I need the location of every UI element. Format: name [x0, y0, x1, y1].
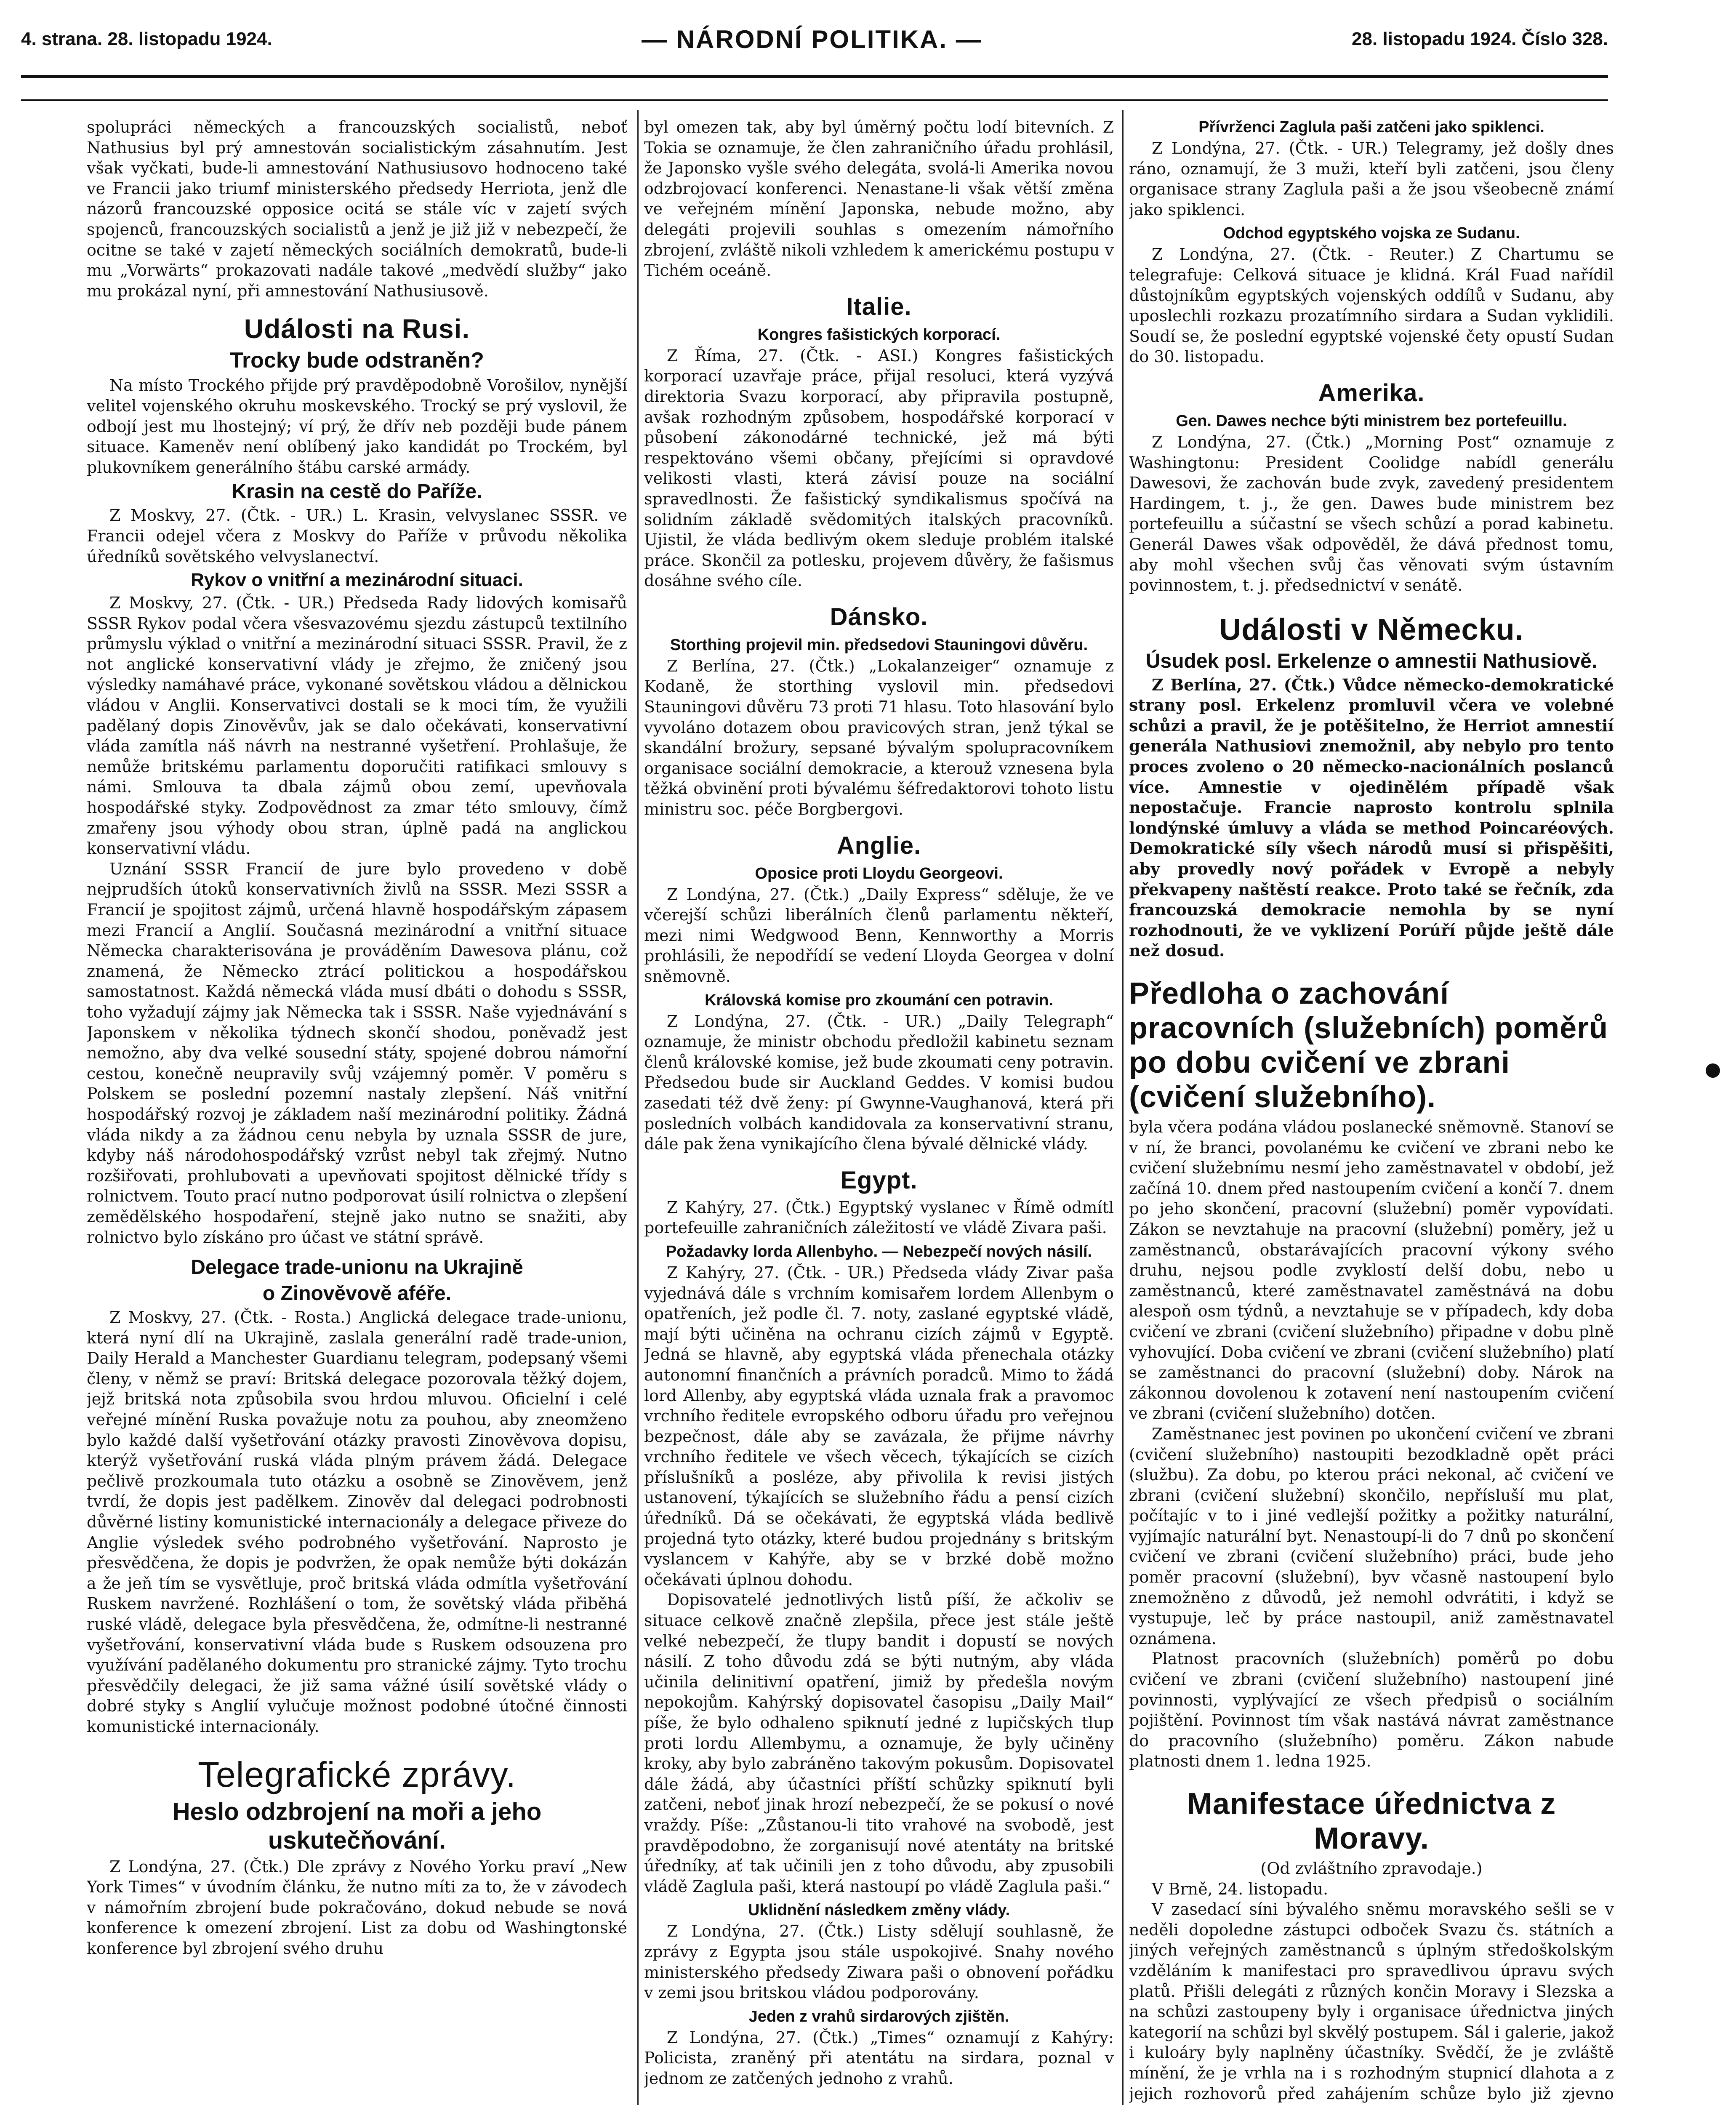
article-body: Z Londýna, 27. (Čtk.) „Daily Express“ sděluje, že ve včerejší schůzi liberálních členů parlamentu někteří, mezi nimi Wedgwood Benn, Kennworthy a Morris prohlásili, že nepodřídí se vedení Lloyda Georgea v dolní sněmovně.: [644, 885, 1114, 986]
article-body: Z Berlína, 27. (Čtk.) „Lokalanzeiger“ oznamuje z Kodaně, že storthing vyslovil min. předsedovi Stauningovi důvěru 73 proti 71 hlasu. Toto hlasování bylo vyvoláno dotazem obou pravicových stran, jenž týkal se skandální brožury, sepsané bývalým spolupracovníkem organisace sociální demokracie, a kterouž vznesena byla těžká obvinění proti bývalému šéfredaktorovi tohoto listu ministru soc. péče Borgbergovi.: [644, 656, 1114, 819]
article-heading: Odchod egyptského vojska ze Sudanu.: [1223, 224, 1520, 242]
article-body: Na místo Trockého přijde prý pravděpodobně Vorošilov, nynější velitel vojenského okruhu moskevského. Trocký se prý vyslovil, že odbojí jest mu lhostejný; ví prý, že dřív neb později bude pánem situace. Kameněv není oblíbený jako kandidát po Trockém, byl plukovníkem generálního štábu carské armády.: [87, 376, 627, 477]
masthead: [21, 8, 1608, 71]
masthead-title: — NÁRODNÍ POLITIKA. —: [642, 25, 982, 53]
article-body: Z Kahýry, 27. (Čtk.) Egyptský vyslanec v Římě odmítl portefeuille zahraničních záležitostí ve vládě Zivara paši.: [644, 1198, 1114, 1237]
section-heading: Amerika.: [1318, 379, 1425, 407]
article-body: Z Kahýry, 27. (Čtk. - UR.) Předseda vlády Zivar paša vyjednává dále s vrchním komisařem lordem Allenbym o opatřeních, jež podle čl. 7. noty, zaslané egyptské vládě, mají býti učiněna na ochranu cizích zájmů v Egyptě. Jedná se hlavně, aby egyptská vláda přenechala otázky autonomní finančních a právních poradců. Mimo to žádá lord Allenby, aby egyptská vláda uznala frak a pravomoc vrchního ředitele evropského odboru úřadu pro veřejnou bezpečnost, dále aby se zavázala, že přijme návrhy vrchního ředitele ve všech věcech, týkajících se cizích příslušníků a posléze, aby přivolila k revisi jistých ustanovení, týkajících se služebního řádu a pensí cizích úředníků. Dá se očekávati, že egyptská vláda bedlivě projedná tyto otázky, které budou projednány s britským vyslancem v Kahýře, aby se v brzké době možno očekávati úplnou dohodu.: [644, 1263, 1114, 1589]
column-3: [1129, 117, 1614, 2105]
article-heading: Trocky bude odstraněn?: [230, 348, 484, 373]
article-body: Uznání SSSR Francií de jure bylo provedeno v době nejprudších útoků konservativních živlů na SSSR. Mezi SSSR a Francií je spojitost zájmů, určená hlavně hospodářským zápasem mezi Francií a Anglií. Současná mezinárodní a vnitřní situace Německa charakterisována je prováděním Dawesova plánu, což znamená, že Německo ztrácí politickou a hospodářskou samostatnost. Každá německá vláda musí dbáti o dohodu s SSSR, toho vyžadují zájmy jak Německa tak i SSSR. Naše vyjednávání s Japonskem v několika týdnech skončí shodou, poněvadž jest nemožno, aby dva velké sousední státy, spojené dobrou námořní cestou, konečně neupravily svůj vzájemný poměr. V poměru s Polskem se poslední pozemní nastaly zlepšení. Náš vnitřní hospodářský rozvoj je základem naší mezinárodní politiky. Žádná vláda nikdy a za žádnou cenu nebyla by uznala SSSR de jure, kdyby náš národohospodářský vzrůst nebyl tak zřejmý. Nutno rozšiřovati, prohlubovati a upevňovati spojitost dělnické třídy s rolnictvem. Touto prací nutno podporovat úsilí rolnictva o zlepšení zemědělského hospodaření, stejně jako nutno se snažiti, aby rolnictvo bylo získáno pro účast ve státní správě.: [87, 859, 627, 1247]
section-heading: Italie.: [846, 293, 912, 320]
section-heading: Události v Německu.: [1219, 613, 1524, 647]
article-body: Z Londýna, 27. (Čtk.) „Morning Post“ oznamuje z Washingtonu: President Coolidge nabídl generálu Dawesovi, že zachován bude zvyk, zavedený presidentem Hardingem, t. j., že gen. Dawes bude ministrem bez portefeuillu a súčastní se všech schůzí a porad kabinetu. Generál Dawes však odpověděl, že dává přednost tomu, aby mohl všechen svůj čas věnovati svým ústavním povinnostem, t. j. předsednictví v senátě.: [1129, 432, 1614, 595]
article-body: Z Londýna, 27. (Čtk.) „Times“ oznamují z Kahýry: Policista, zraněný při atentátu na sirdara, poznal v jednom ze zatčených jednoho z vrahů.: [644, 2028, 1114, 2088]
masthead-issue: 28. listopadu 1924. Číslo 328.: [1352, 29, 1608, 49]
article-heading: Jeden z vrahů sirdarových zjištěn.: [748, 2007, 1009, 2025]
article-heading: Požadavky lorda Allenbyho. — Nebezpečí nových násilí.: [666, 1242, 1092, 1260]
article-heading: Oposice proti Lloydu Georgeovi.: [755, 864, 1003, 882]
article-body: Z Londýna, 27. (Čtk.) Dle zprávy z Nového Yorku praví „New York Times“ v úvodním článku, že nutno míti za to, že v závodech v námořním zbrojení bude pokračováno, dokud nebude se nová konference k omezení zbrojení. List za dobu od Washingtonské konference byl zbrojení svého druhu: [87, 1857, 627, 1958]
article-body: Zaměstnanec jest povinen po ukončení cvičení ve zbrani (cvičení služebního) nastoupiti bezodkladně opět práci (službu). Za dobu, po kterou práci nekonal, ač cvičení ve zbrani (cvičení služební) skončilo, nepřísluší mu plat, počítajíc v to i jiné vedlejší požitky a požitky naturální, vyjímajíc naturální byt. Nenastoupí-li do 7 dnů po skončení cvičení ve zbrani (cvičení služebního) práci, bude jeho poměr pracovní (služební), byv včasně nastoupení bylo znemožněno z důvodů, jež nemohl odvrátiti, i když se vystupuje, leč by práce nastoupil, aniž zaměstnavatel oznámena.: [1129, 1424, 1614, 1648]
column-1: [87, 117, 627, 2105]
section-heading: Anglie.: [836, 831, 921, 859]
article-heading: Přívrženci Zaglula paši zatčeni jako spiklenci.: [1198, 118, 1544, 136]
correspondent-note: (Od zvláštního zpravodaje.): [1260, 1859, 1483, 1878]
column-divider: [1122, 110, 1124, 2105]
article-heading: o Zinověvově aféře.: [262, 1282, 452, 1305]
article-heading: Storthing projevil min. předsedovi Stauningovi důvěru.: [670, 636, 1088, 654]
dateline: V Brně, 24. listopadu.: [1152, 1879, 1329, 1898]
article-body: Z Berlína, 27. (Čtk.) Vůdce německo-demokratické strany posl. Erkelenz promluvil včera ve volebné schůzi a pravil, že je potěšitelno, že Herriot amnestií generála Nathusiovi znemožnil, aby nebylo pro tento proces zvoleno o 20 německo-nacionálních poslanců více. Amnestie v ojedinělém případě však nepostačuje. Francie naprosto kontrolu splnila londýnské úmluvy a vláda se method Poincaréových. Demokratické síly všech národů musí si přispěšiti, aby provedly nový pořádek v Evropě a nebyly překvapeny naštěstí reakce. Proto také se řečník, zda francouzská demokracie nemohla by se nyní rozhodnouti, že ve vyklizení Porúří půjde ještě dále než dosud.: [1129, 675, 1614, 960]
article-heading: Královská komise pro zkoumání cen potravin.: [705, 991, 1053, 1009]
column-divider: [637, 110, 639, 2105]
masthead-rule-bottom: [21, 99, 1608, 101]
article-heading: Kongres fašistických korporací.: [757, 325, 1001, 344]
article-body: Platnost pracovních (služebních) poměrů po dobu cvičení ve zbrani (cvičení služebního) nastoupení jiné povinnosti, vyplývající ze všech předpisů o sociálním pojištění. Povinnost tím však nastává návrat zaměstnance do pracovního (služebního) poměru. Zákon nabude platnosti dnem 1. ledna 1925.: [1129, 1649, 1614, 1771]
article-body: Z Říma, 27. (Čtk. - ASI.) Kongres fašistických korporací uzavřaje práce, přijal resoluci, která vyzývá direktoria Svazu korporací, aby připravila postupně, avšak rozhodným způsobem, hospodářské korporací v působení zákonodárné technické, jež má býti respektováno všemi občany, přejícími si opravdové velikosti vlasti, která závisí pouze na sociální spravedlnosti. Že fašistický syndikalismus spočívá na solidním základě svědomitých italských pracovníků. Ujistil, že vláda bedlivým okem sleduje problém italské práce. Skončil za potlesku, projevem důvěry, že fašismus dosáhne svého cíle.: [644, 346, 1114, 590]
article-continuation: byl omezen tak, aby byl úměrný počtu lodí bitevních. Z Tokia se oznamuje, že člen zahraničního úřadu prohlásil, že Japonsko vyšle svého delegáta, svolá-li Amerika novou odzbrojovací konferenci. Nenastane-li však větší změna ve veřejném mínění Japonska, nebude možno, aby delegáti projevili souhlas s omezením námořního zbrojení, zvláště nikoli vzhledem k americkému postupu v Tichém oceáně.: [644, 118, 1114, 280]
article-body: Dopisovatelé jednotlivých listů píší, že ačkoliv se situace celkově značně zlepšila, přece jest stále ještě velké nebezpečí, že tlupy bandit i dopustí se nových násilí. Z toho důvodu zdá se býti nutným, aby vláda učinila delinitivní opatření, jimiž by předešla novým nepokojům. Kahýrský dopisovatel časopisu „Daily Mail“ píše, že bylo odhaleno spiknutí jedné z lupičských tlup proti lordu Allembymu, a oznamuje, že byly učiněny kroky, aby bylo zabráněno takovým pokusům. Dopisovatel dále žádá, aby účastníci příští schůzky spiknutí byli zatčeni, neboť jinak hrozí nebezpečí, že se pokusí o nové vraždy. Píše: „Zůstanou-li tito vrahové na svobodě, jest pravděpodobno, že zorganisují nové atentáty na britské úředníky, ať tak učinili jen z toho důvodu, aby zpusobili vládě Zaglula paši, která nastoupí po vládě Zaglula paši.“: [644, 1591, 1114, 1896]
article-heading: Manifestace úřednictva z Moravy.: [1187, 1787, 1556, 1855]
article-continuation: spolupráci německých a francouzských socialistů, neboť Nathusius byl prý amnestován socialistickým zásahnutím. Jest však vyčkati, bude-li amnestování Nathusiusovo hodnoceno také ve Francii jako triumf ministerského předsedy Herriota, jenž dle názorů francouzské opposice ocitá se stále víc v zajetí svých spojenců, francouzských socialistů a jenž je již již v nebezpečí, že ocitne se také v zajetí německých sociálních demokratů, bude-li mu „Vorwärts“ prokazovati nadále takové „medvědí služby“ jako mu prokázal nyní, při amnestování Nathusiusově.: [87, 118, 627, 300]
article-heading: Předloha o zachování pracovních (služebních) poměrů po dobu cvičení ve zbrani (cvičení služebního).: [1129, 977, 1608, 1114]
article-body: Z Londýna, 27. (Čtk. - Reuter.) Z Chartumu se telegrafuje: Celková situace je klidná. Král Fuad nařídil důstojníkům egyptských vojenských oddílů v Sudanu, aby uposlechli rozkazu prozatímního sirdara a Sudan vyklidili. Soudí se, že poslední egyptské vojenské čety opustí Sudan do 30. listopadu.: [1129, 245, 1614, 366]
article-heading: Uklidnění následkem změny vlády.: [748, 1901, 1010, 1919]
article-body: V zasedací síni bývalého sněmu moravského sešli se v neděli dopoledne zástupci odboček Svazu čs. státních a jiných veřejných zaměstnanců s úplným středoškolským vzděláním k manifestaci pro spravedlivou úpravu svých platů. Přišli delegáti z různých končin Moravy i Slezska a na schůzi zastoupeny byly i organisace úřednictva jiných kategorií na schůzi byl skvělý postupem. Sál i galerie, jakož i kuloáry byly naplněny účastníky. Svědčí, že je zvláště mínění, že je vrhla na i s rozhodným stupnicí dlahota a z jejich rozhovorů před zahájením schůze bylo již zjevno: [1129, 1900, 1614, 2103]
article-body: Z Londýna, 27. (Čtk. - UR.) Telegramy, jež došly dnes ráno, oznamují, že 3 muži, kteří byli zatčeni, jsou členy organisace strany Zaglula paši a že jsou všeobecně známí jako spiklenci.: [1129, 139, 1614, 219]
article-heading: Rykov o vnitřní a mezinárodní situaci.: [191, 570, 523, 591]
article-heading: Heslo odzbrojení na moři a jeho uskutečňování.: [172, 1798, 542, 1854]
binding-hole: [1706, 1063, 1720, 1078]
article-body: Z Londýna, 27. (Čtk. - UR.) „Daily Telegraph“ oznamuje, že ministr obchodu předložil kabinetu seznam členů královské komise, jež bude zkoumati ceny potravin. Předsedou bude sir Auckland Geddes. V komisi budou zasedati též dvě ženy: pí Gwynne-Vaughanová, která při posledních volbách kandidovala za konservativní stranu, dále pak žena vynikajícího člena bývalé dělnické vlády.: [644, 1012, 1114, 1154]
section-heading: Události na Rusi.: [244, 314, 470, 344]
section-heading: Dánsko.: [830, 603, 928, 631]
article-heading: Krasin na cestě do Paříže.: [232, 480, 482, 503]
article-body: Z Moskvy, 27. (Čtk. - UR.) Předseda Rady lidových komisařů SSSR Rykov podal včera všesvazovému sjezdu zástupců textilního průmyslu výklad o vnitřní a mezinárodní situaci SSSR. Pravil, že z not anglické konservativní vlády je zřejmo, že zničený jsou výsledky namáhavé práce, vykonané sovětskou vládou a dělnickou vládou v Anglii. Konservativci dostali se k moci tím, že využili padělaný dopis Zinověvův, jak se dalo očekávati, konservativní vláda zamítla náš návrh na nestranné vyšetření. Prohlašuje, že nemůže britskému parlamentu doporučiti ratifikaci smlouvy s námi. Smlouva ta dbala zájmů obou zemí, upevňovala hospodářské styky. Zodpovědnost za zmar této smlouvy, čímž zmařeny jsou výhody obou stran, úplně padá na anglickou konservativní vládu.: [87, 594, 627, 858]
column-2: [644, 117, 1114, 2105]
article-body: Z Moskvy, 27. (Čtk. - UR.) L. Krasin, velvyslanec SSSR. ve Francii odejel včera z Moskvy do Paříže v průvodu několika úředníků sovětského velvyslanectví.: [87, 506, 627, 566]
section-heading: Egypt.: [840, 1166, 918, 1194]
article-heading: Delegace trade-unionu na Ukrajině: [191, 1256, 523, 1279]
masthead-rule-top: [21, 75, 1608, 78]
article-body: byla včera podána vládou poslanecké sněmovně. Stanoví se v ní, že branci, povolanému ke cvičení ve zbrani nebo ke cvičení služebnímu nesmí jeho zaměstnavatel v období, jež začíná 10. dnem před nastoupením cvičení a končí 7. dnem po jeho skončení, pracovní (služební) poměr vypovídati. Zákon se nevztahuje na pracovní (služební) poměry, jež u zaměstnanců, obstarávajících pracovní výkony svého druhu, nejsou podle zvyklostí delší dobu, nebo u zaměstnanců, které zaměstnavatel zaměstnává na dobu alespoň osm týdnů, a nevztahuje se v případech, kdy doba cvičení ve zbrani (cvičení služebního) připadne v dobu plně vyhovující. Doba cvičení ve zbrani (cvičení služebního) platí se zaměstnanci do pracovní (služební) doby. Nárok na zákonnou dovolenou k zotavení není nastoupením cvičení ve zbrani (cvičení služebního) dotčen.: [1129, 1118, 1614, 1423]
section-heading: Telegrafické zprávy.: [197, 1754, 517, 1794]
article-heading: Úsudek posl. Erkelenze o amnestii Nathusiově.: [1145, 650, 1598, 672]
article-body: Z Moskvy, 27. (Čtk. - Rosta.) Anglická delegace trade-unionu, která nyní dlí na Ukrajině, zaslala generální radě trade-union, Daily Herald a Manchester Guardianu telegram, podepsaný všemi členy, v němž se praví: Britská delegace pozorovala těžký dojem, jejž britská nota způsobila svou hrdou mluvou. Oficielní i celé veřejné mínění Ruska považuje notu za pouhou, aby zneomženo bylo každé další vyšetřování otázky pravosti Zinověvova dopisu, kterýž vyšetřování ruská vláda plným právem žádá. Delegace pečlivě prozkoumala tuto otázku a osobně se Zinověvem, jenž tvrdí, že dopis jest padělkem. Zinověv dal delegaci podrobnosti důvěrné listiny komunistické internacionály a delegace přiveze do Anglie výsledek svého podrobného vyšetřování. Naprosto je přesvědčena, že dopis je podvržen, že opak nemůže býti dokázán a že jeň tím se vysvětluje, proč britská vláda odmítla vyšetřování Ruskem navržené. Rozhlášení o tom, že sovětský vláda přiběhá ruské vládě, delegace byla přesvědčena, že, odmítne-li nestranné vyšetřování, konservativní vláda bude s Ruskem odsouzena pro využívání padělaného dokumentu pro stranické zájmy. Tyto trochu přesvědčily delegaci, že již sama vážné úsilí sovětské vlády o dobré styky s Anglií vylučuje možnost podobné útočné činnosti komunistické internacionály.: [87, 1308, 627, 1736]
article-heading: Gen. Dawes nechce býti ministrem bez portefeuillu.: [1176, 412, 1567, 430]
article-body: Z Londýna, 27. (Čtk.) Listy sdělují souhlasně, že zprávy z Egypta jsou stále uspokojivé. Snahy nového ministerského předsedy Ziwara paši o obnovení pořádku v zemi jsou britskou vládou podporovány.: [644, 1922, 1114, 2002]
masthead-page-date: 4. strana. 28. listopadu 1924.: [21, 29, 272, 49]
